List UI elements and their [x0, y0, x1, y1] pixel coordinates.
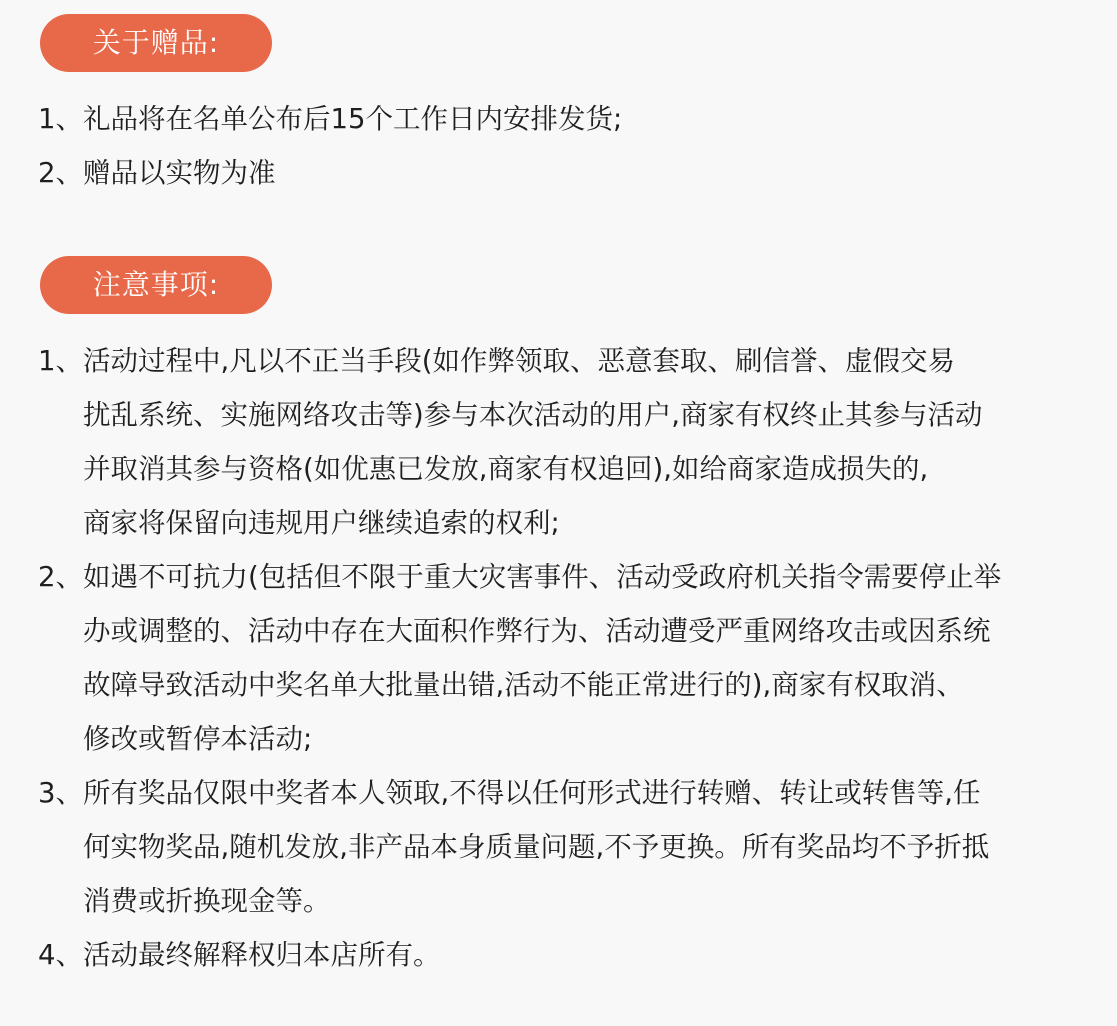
item-number: 1、 — [38, 345, 83, 377]
item-text: 赠品以实物为准 — [83, 157, 276, 189]
notice-list — [38, 334, 1095, 982]
item-text: 所有奖品仅限中奖者本人领取,不得以任何形式进行转赠、转让或转售等,任 何实物奖品,随机发放,非产品本身质量问题,不予更换。所有奖品均不予折抵 消费或折换现金等。 — [83, 777, 990, 917]
item-number: 3、 — [38, 777, 83, 809]
item-text: 礼品将在名单公布后15个工作日内安排发货; — [83, 103, 623, 135]
list-item — [38, 928, 1095, 982]
list-item — [38, 92, 1095, 146]
item-number: 2、 — [38, 561, 83, 593]
item-number: 1、 — [38, 103, 83, 135]
item-text: 活动最终解释权归本店所有。 — [83, 939, 441, 971]
list-item — [38, 146, 1095, 200]
list-item — [38, 334, 1095, 550]
gift-list — [38, 92, 1095, 200]
notice-section-title: 注意事项: — [40, 256, 272, 314]
item-text: 活动过程中,凡以不正当手段(如作弊领取、恶意套取、刷信誉、虚假交易 扰乱系统、实施网络攻击等)参与本次活动的用户,商家有权终止其参与活动 并取消其参与资格(如优惠已发放,商家有权追回),如给商家造成损失的, 商家将保留向违规用户继续追索的权利; — [83, 345, 983, 539]
item-number: 4、 — [38, 939, 83, 971]
list-item — [38, 766, 1095, 928]
item-number: 2、 — [38, 157, 83, 189]
item-text: 如遇不可抗力(包括但不限于重大灾害事件、活动受政府机关指令需要停止举 办或调整的、活动中存在大面积作弊行为、活动遭受严重网络攻击或因系统 故障导致活动中奖名单大批量出错,活动不能正常进行的),商家有权取消、 修改或暂停本活动; — [83, 561, 1002, 755]
list-item — [38, 550, 1095, 766]
gift-section-title: 关于赠品: — [40, 14, 272, 72]
